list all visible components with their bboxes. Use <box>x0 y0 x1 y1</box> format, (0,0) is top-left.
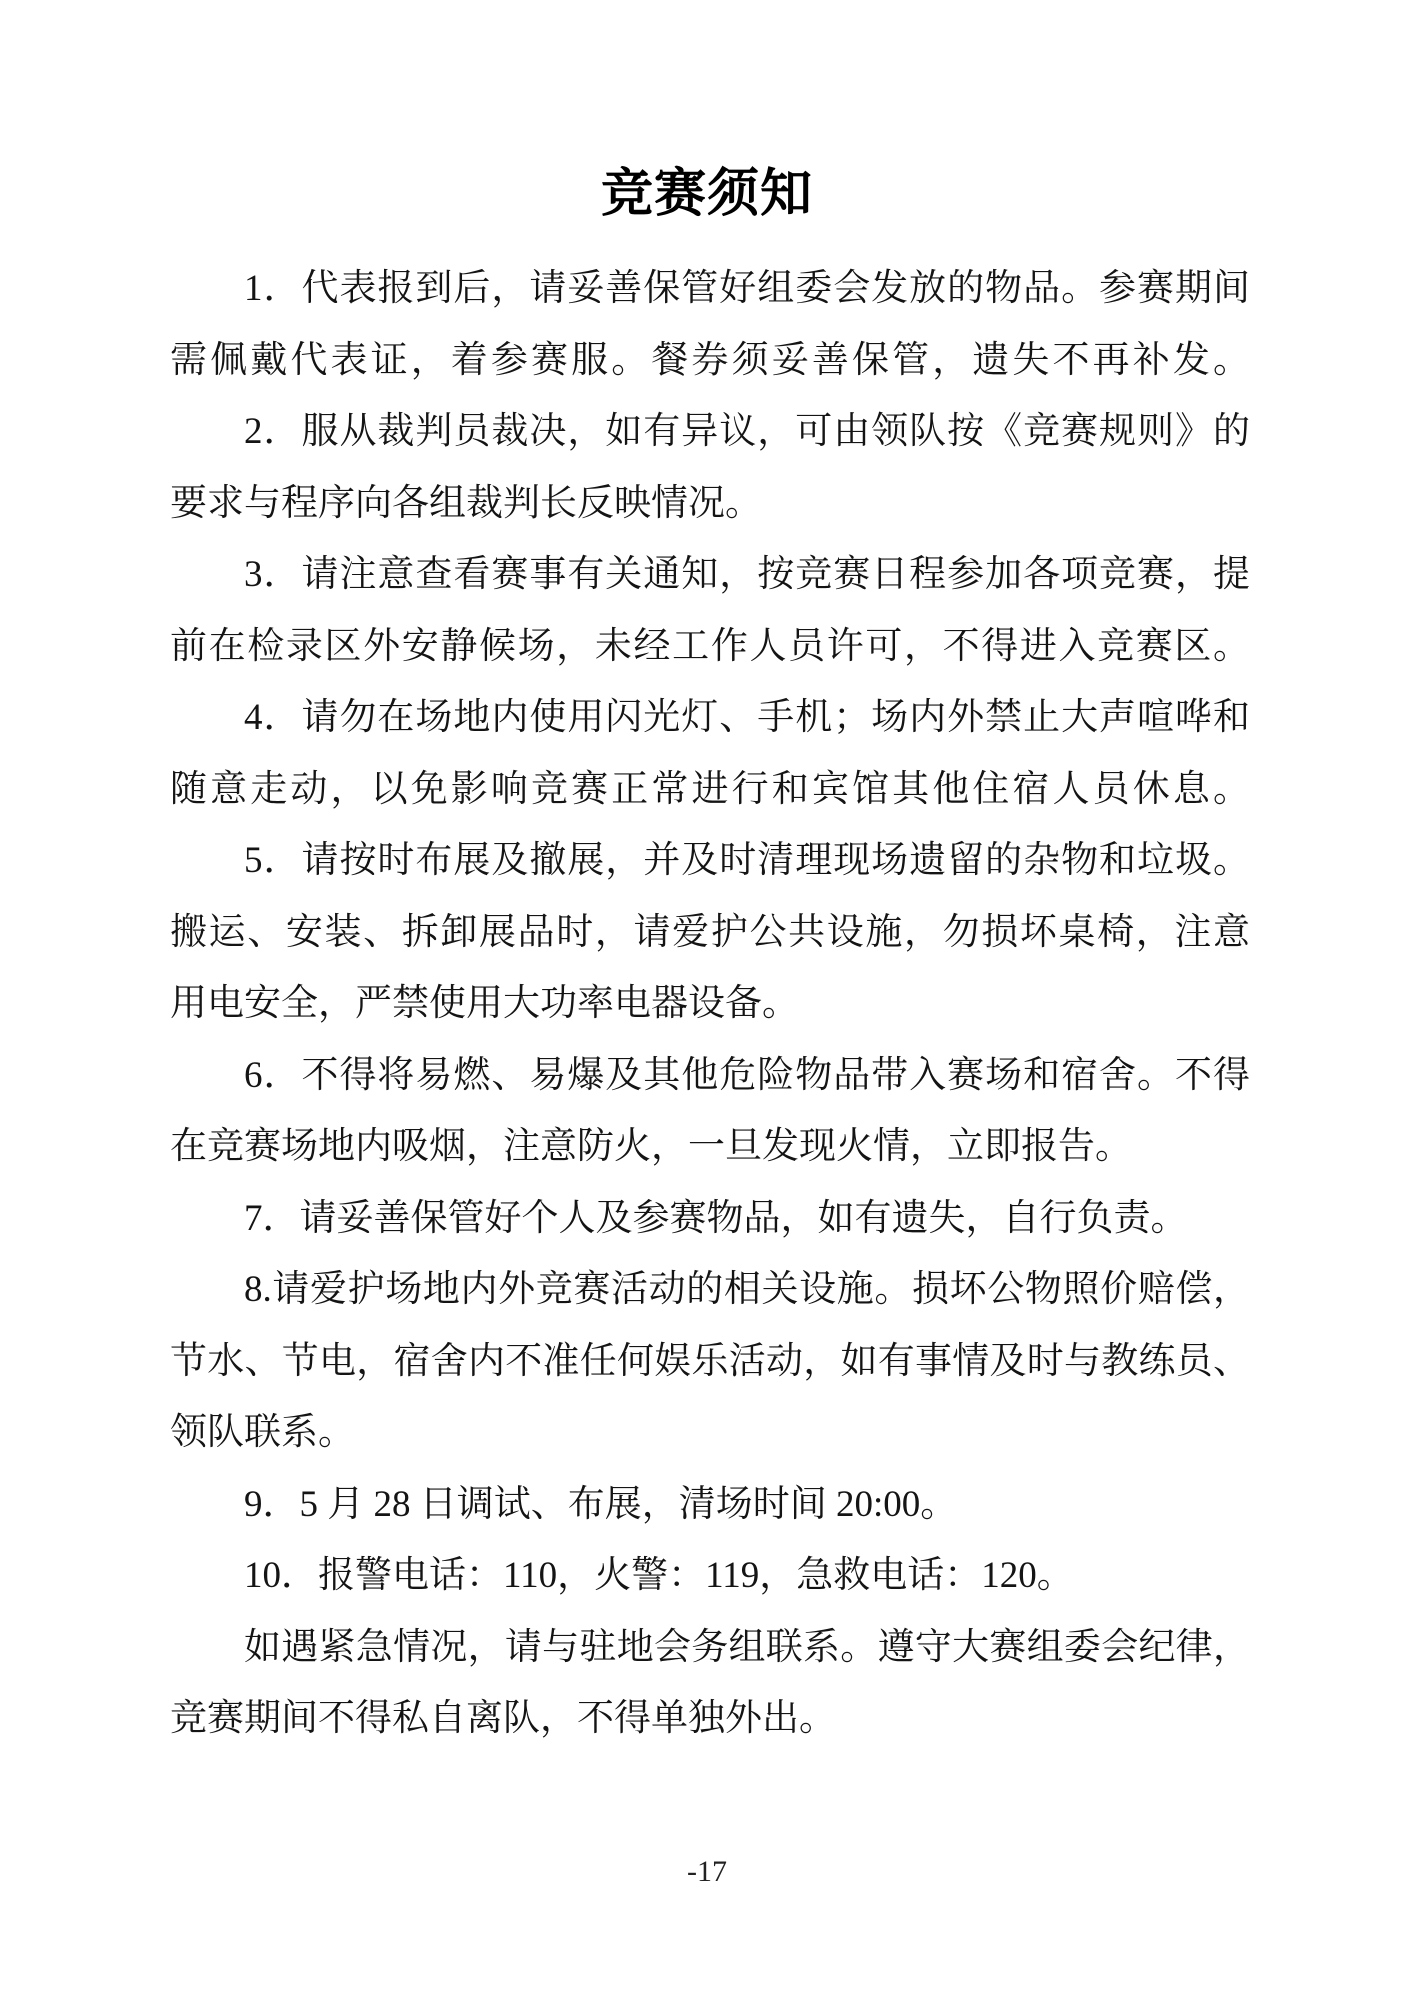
paragraph-line: 随意走动，以免影响竞赛正常进行和宾馆其他住宿人员休息。 <box>170 768 1250 810</box>
paragraph-line: 要求与程序向各组裁判长反映情况。 <box>170 482 762 524</box>
paragraph-line: 用电安全，严禁使用大功率电器设备。 <box>170 983 799 1024</box>
paragraph <box>170 1254 1250 1469</box>
paragraph-line: 10．报警电话：110，火警：119，急救电话：120。 <box>244 1555 1074 1596</box>
page-number: -17 <box>687 1855 727 1888</box>
paragraph <box>170 682 1250 825</box>
paragraph <box>170 539 1250 682</box>
paragraph-line: 3．请注意查看赛事有关通知，按竞赛日程参加各项竞赛，提 <box>244 554 1250 595</box>
paragraph <box>170 253 1250 396</box>
paragraph-line: 节水、节电，宿舍内不准任何娱乐活动，如有事情及时与教练员、 <box>170 1340 1250 1382</box>
paragraph-line: 9．5 月 28 日调试、布展，清场时间 20:00。 <box>244 1483 958 1525</box>
paragraph-line: 5．请按时布展及撤展，并及时清理现场遗留的杂物和垃圾。 <box>244 840 1250 881</box>
paragraph <box>170 1040 1250 1183</box>
paragraph-line: 在竞赛场地内吸烟，注意防火，一旦发现火情，立即报告。 <box>170 1126 1132 1167</box>
notice-body <box>170 253 1250 1755</box>
paragraph <box>170 1612 1250 1755</box>
paragraph-line: 如遇紧急情况，请与驻地会务组联系。遵守大赛组委会纪律， <box>244 1626 1250 1668</box>
paragraph-line: 8.请爱护场地内外竞赛活动的相关设施。损坏公物照价赔偿， <box>244 1269 1250 1310</box>
paragraph-line: 6．不得将易燃、易爆及其他危险物品带入赛场和宿舍。不得 <box>244 1054 1250 1096</box>
paragraph <box>170 396 1250 539</box>
paragraph <box>170 1469 1250 1541</box>
paragraph-line: 2．服从裁判员裁决，如有异议，可由领队按《竞赛规则》的 <box>244 411 1250 452</box>
paragraph <box>170 1183 1250 1255</box>
paragraph-line: 前在检录区外安静候场，未经工作人员许可，不得进入竞赛区。 <box>170 625 1250 667</box>
paragraph-line: 竞赛期间不得私自离队，不得单独外出。 <box>170 1698 836 1739</box>
paragraph <box>170 1540 1250 1612</box>
paragraph-line: 4．请勿在场地内使用闪光灯、手机；场内外禁止大声喧哗和 <box>244 697 1250 738</box>
paragraph <box>170 825 1250 1040</box>
paragraph-line: 搬运、安装、拆卸展品时，请爱护公共设施，勿损坏桌椅，注意 <box>170 911 1250 953</box>
paragraph-line: 需佩戴代表证，着参赛服。餐券须妥善保管，遗失不再补发。 <box>170 339 1250 381</box>
paragraph-line: 1．代表报到后，请妥善保管好组委会发放的物品。参赛期间 <box>244 268 1250 309</box>
paragraph-line: 领队联系。 <box>170 1412 355 1453</box>
page-title: 竞赛须知 <box>600 166 813 223</box>
paragraph-line: 7．请妥善保管好个人及参赛物品，如有遗失，自行负责。 <box>244 1197 1188 1239</box>
